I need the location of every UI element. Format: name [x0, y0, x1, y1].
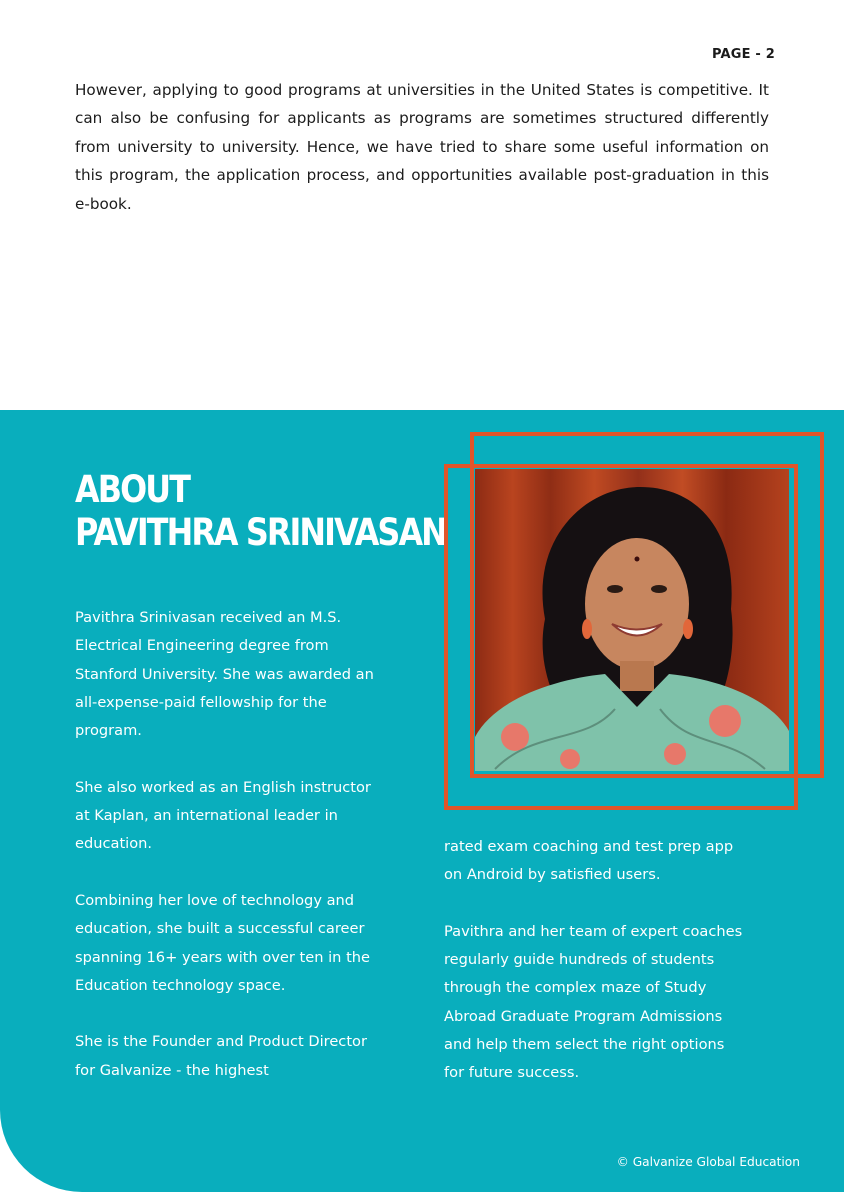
portrait-photo: [475, 469, 789, 771]
about-title-line-1: ABOUT: [75, 468, 190, 511]
intro-paragraph: However, applying to good programs at universities in the United States is competitive. It can also be confusing for applicants as programs are sometimes structured differently from university to university. Hence, we have tried to share some useful information on this program, the application process, and opportunities available post-graduation in this e-book.: [75, 81, 769, 213]
bio-paragraph: Pavithra and her team of expert coaches regularly guide hundreds of students through the complex maze of Study Abroad Graduate Program Admissions and help them select the right options for future success.: [444, 922, 743, 1082]
about-left-column: [75, 604, 380, 1113]
about-title: [75, 468, 446, 554]
about-right-column: [444, 833, 744, 1116]
bio-paragraph: She also worked as an English instructor at Kaplan, an international leader in education.: [75, 778, 371, 853]
page-number: PAGE - 2: [711, 47, 775, 62]
bio-paragraph: Pavithra Srinivasan received an M.S. Electrical Engineering degree from Stanford University. She was awarded an all-expense-paid fellowship for the program.: [75, 609, 374, 740]
about-title-line-2: PAVITHRA SRINIVASAN: [75, 511, 446, 554]
bio-paragraph: She is the Founder and Product Director for Galvanize - the highest: [75, 1033, 367, 1079]
copyright-footer: © Galvanize Global Education: [616, 1155, 800, 1169]
person-portrait-icon: [475, 469, 789, 771]
bio-paragraph: Combining her love of technology and education, she built a successful career spanning 16+ years with over ten in the Education technology space.: [75, 891, 371, 994]
bio-paragraph: rated exam coaching and test prep app on Android by satisfied users.: [444, 838, 734, 884]
